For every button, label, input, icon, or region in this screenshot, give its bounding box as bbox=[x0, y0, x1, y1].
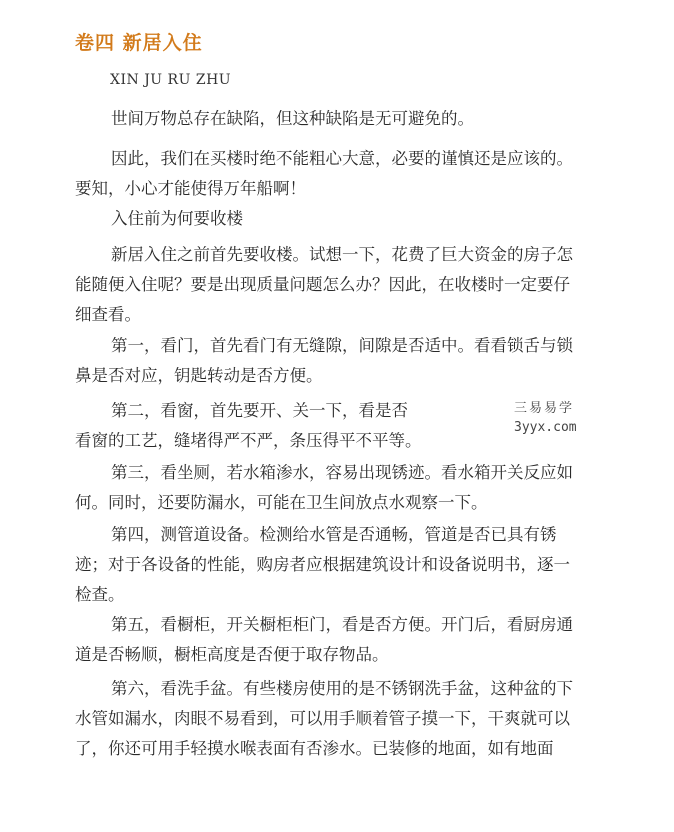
paragraph-line: 第六，看洗手盆。有些楼房使用的是不锈钢洗手盆，这种盆的下 bbox=[111, 679, 573, 698]
paragraph-door bbox=[75, 331, 605, 391]
paragraph-line: 了，你还可用手轻摸水喉表面有否渗水。已装修的地面，如有地面 bbox=[75, 739, 554, 758]
paragraph-line: 能随便入住呢？要是出现质量问题怎么办？因此，在收楼时一定要仔 bbox=[75, 275, 570, 294]
chapter-title: 卷四 新居入住 bbox=[75, 32, 203, 54]
paragraph-line: 看窗的工艺，缝堵得严不严，条压得平不平等。 bbox=[75, 431, 422, 450]
chapter-pinyin: XIN JU RU ZHU bbox=[110, 72, 232, 88]
paragraph-toilet bbox=[75, 458, 605, 518]
watermark-url: 3yyx.com bbox=[514, 420, 577, 435]
paragraph-line: 世间万物总存在缺陷，但这种缺陷是无可避免的。 bbox=[111, 109, 474, 128]
paragraph-line: 因此，我们在买楼时绝不能粗心大意，必要的谨慎还是应该的。 bbox=[111, 149, 573, 168]
paragraph-line: 何。同时，还要防漏水，可能在卫生间放点水观察一下。 bbox=[75, 493, 488, 512]
paragraph-3 bbox=[75, 240, 605, 330]
paragraph-pipes bbox=[75, 520, 605, 610]
paragraph-line: 道是否畅顺，橱柜高度是否便于取存物品。 bbox=[75, 645, 389, 664]
paragraph-line: 细查看。 bbox=[75, 305, 141, 324]
paragraph-2 bbox=[75, 144, 605, 204]
paragraph-line: 检查。 bbox=[75, 585, 125, 604]
paragraph-cabinet bbox=[75, 610, 605, 670]
paragraph-line: 第四，测管道设备。检测给水管是否通畅，管道是否已具有锈 bbox=[111, 525, 557, 544]
paragraph-line: 要知，小心才能使得万年船啊！ bbox=[75, 179, 306, 198]
paragraph-line: 第二，看窗，首先要开、关一下，看是否 bbox=[111, 401, 408, 420]
paragraph-basin bbox=[75, 674, 605, 764]
watermark-text: 三易易学 bbox=[514, 401, 575, 416]
paragraph-line: 入住前为何要收楼 bbox=[111, 209, 243, 228]
paragraph-1 bbox=[75, 104, 605, 134]
paragraph-line: 第五，看橱柜，开关橱柜柜门，看是否方便。开门后，看厨房通 bbox=[111, 615, 573, 634]
paragraph-line: 第三，看坐厕，若水箱渗水，容易出现锈迹。看水箱开关反应如 bbox=[111, 463, 573, 482]
paragraph-line: 第一，看门，首先看门有无缝隙，间隙是否适中。看看锁舌与锁 bbox=[111, 336, 573, 355]
paragraph-line: 鼻是否对应，钥匙转动是否方便。 bbox=[75, 366, 323, 385]
paragraph-line: 新居入住之前首先要收楼。试想一下，花费了巨大资金的房子怎 bbox=[111, 245, 573, 264]
paragraph-line: 迹；对于各设备的性能，购房者应根据建筑设计和设备说明书，逐一 bbox=[75, 555, 570, 574]
section-heading bbox=[75, 204, 605, 234]
paragraph-line: 水管如漏水，肉眼不易看到，可以用手顺着管子摸一下，干爽就可以 bbox=[75, 709, 570, 728]
watermark-mask bbox=[422, 398, 512, 418]
